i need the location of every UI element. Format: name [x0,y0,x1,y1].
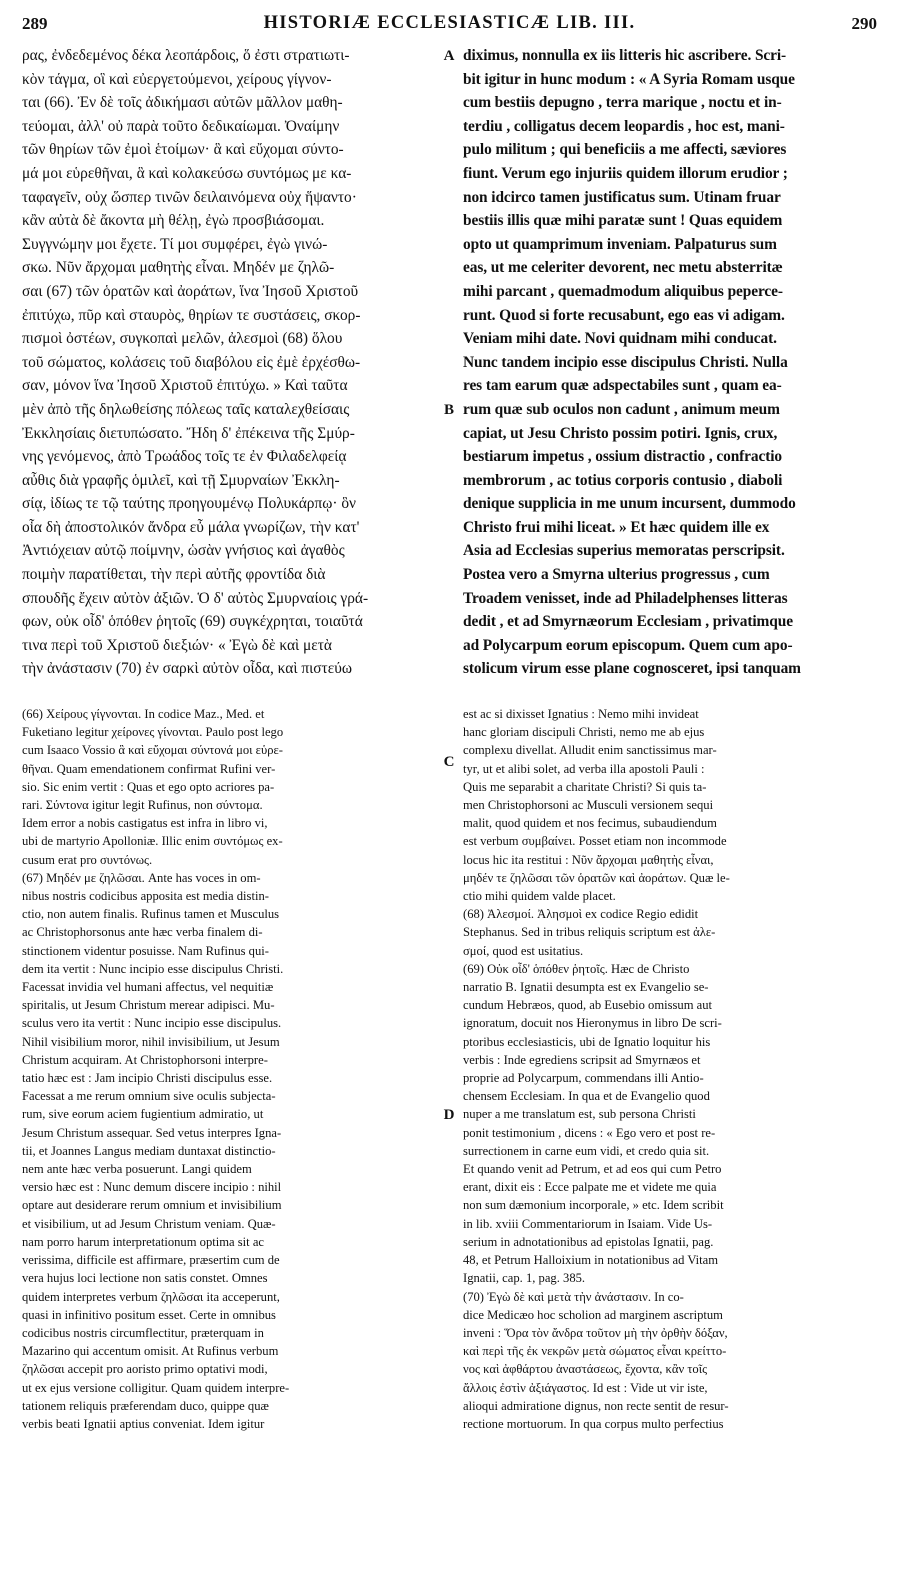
text-line: eas, ut me celeriter devorent, nec metu absterritæ [463,259,783,277]
text-line: rum quæ sub oculos non cadunt , animum meum [463,400,780,418]
latin-text-column [463,44,878,692]
text-line: dem ita vertit : Nunc incipio esse discipulus Christi. [22,961,284,976]
text-line: sculus vero ita vertit : Nunc incipio esse discipulus. [22,1016,282,1031]
text-line: Nihil visibilium moror, nihil invisibilium, ut Jesum [22,1034,280,1049]
text-line: ἐπιτύχω, πῦρ καὶ σταυρὸς, θηρίων τε συστάσεις, σκορ- [22,306,361,324]
text-line: nuper a me translatum est, sub persona Christi [463,1107,696,1122]
text-line: locus hic ita restitui : Νῦν ἄρχομαι μαθητὴς εἶναι, [463,852,714,867]
text-line: ταφαγεῖν, οὐχ ὥσπερ τινῶν δειλαινόμενα οὐχ ἥψαντο· [22,188,357,206]
text-line: θῆναι. Quam emendationem confirmat Rufini ver- [22,761,276,776]
text-line: rectione mortuorum. In qua corpus multo perfectius [463,1416,724,1431]
text-line: τὴν ἀνάστασιν (70) ἐν σαρκὶ αὐτὸν οἶδα, καὶ πιστεύω [22,660,352,678]
text-line: runt. Quod si forte recusabunt, ego eas vi adigam. [463,306,785,324]
text-line: Veniam mihi date. Novi quidnam mihi conducat. [463,330,777,348]
text-line: ut ex ejus versione colligitur. Quam quidem interpre- [22,1380,290,1395]
running-title: HISTORIÆ ECCLESIASTICÆ LIB. III. [263,13,636,33]
text-line: μὲν ἀπὸ τῆς δηλωθείσης πόλεως ταῖς καταλεχθείσαις [22,400,350,418]
text-line: σπουδῆς ἔχειν αὐτὸν ἀξιῶν. Ὁ δ' αὐτὸς Σμυρναίοις γρά- [22,589,369,607]
text-line: verissima, difficile est affirmare, præsertim cum de [22,1253,280,1268]
text-line: ptoribus ecclesiasticis, ubi de Ignatio loquitur his [463,1034,711,1049]
text-line: complexu divellat. Alludit enim sanctissimus mar- [463,743,717,758]
text-line: νος καὶ ἀφθάρτου ἀναστάσεως, ἔχοντα, κἂν τοῖς [463,1362,708,1377]
section-marker-c: C [443,754,455,770]
text-line: surrectionem in carne eum vidi, et credo quia sit. [463,1143,710,1158]
text-line: Mazarino qui accentum omisit. At Rufinus verbum [22,1344,279,1359]
text-line: malit, quod quidem et nos fecimus, subaudiendum [463,816,717,831]
text-line: μηδέν τε ζηλῶσαι τῶν ὁρατῶν καὶ ἀοράτων. Quæ le- [463,870,730,885]
text-line: sio. Sic enim vertit : Quas et ego opto acriores pa- [22,779,275,794]
text-line: cusum erat pro συντόνως. [22,852,153,867]
text-line: Συγγνώμην μοι ἔχετε. Τί μοι συμφέρει, ἐγὼ γινώ- [22,235,328,253]
text-line: et visibilium, ut ad Jesum Christum veniam. Quæ- [22,1216,276,1231]
text-line: οἷα δὴ ἀποστολικόν ἄνδρα εὖ μάλα γνωρίζων, τὴν κατ' [22,518,360,536]
text-line: Jesum Christum assequar. Sed vetus interpres Ignа- [22,1125,282,1140]
text-line: men Christophorsoni ac Musculi versionem sequi [463,798,714,813]
section-marker-a: A [443,48,455,64]
text-line: tationem reliquis præferendam duco, quippe quæ [22,1398,269,1413]
text-line: alioqui admiratione dignus, non recte sentit de resur- [463,1398,729,1413]
text-line: rum, sive eorum aciem fugientium admiratio, ut [22,1107,264,1122]
text-line: Et quando venit ad Petrum, et ad eos qui cum Petro [463,1162,722,1177]
text-line: ad Polycarpum eorum episcopum. Quem cum apo- [463,636,793,654]
text-line: ignoratum, docuit nos Hieronymus in libro De scri- [463,1016,722,1031]
text-line: quidem interpretes verbum ζηλῶσαι ita acceperunt, [22,1289,280,1304]
text-line: cum Isaaco Vossio ἃ καὶ εὔχομαι σύντονά μοι εὑρε- [22,743,283,758]
text-line: νης γενόμενος, ἀπὸ Τρωάδος τοῖς τε ἐν Φιλαδελφείᾳ [22,448,347,466]
text-line: Troadem venisset, inde ad Philadelphenses litteras [463,589,788,607]
text-line: dice Medicæo hoc scholion ad marginem ascriptum [463,1307,723,1322]
text-line: Facessat invidia vel humani affectus, vel nequitiæ [22,980,274,995]
text-line: σαι (67) τῶν ὁρατῶν καὶ ἀοράτων, ἵνα Ἰησοῦ Χριστοῦ [22,282,359,300]
text-line: Stephanus. Sed in tribus reliquis scriptum est ἀλε- [463,925,716,940]
text-line: in lib. xviii Commentariorum in Isaiam. Vide Us- [463,1216,713,1231]
text-line: τινα περὶ τοῦ Χριστοῦ διεξιών· « Ἐγὼ δὲ καὶ μετὰ [22,636,332,654]
text-line: quasi in infinitivo positum esset. Certe in omnibus [22,1307,276,1322]
text-line: spiritalis, ut Jesum Christum merear adipisci. Mu- [22,998,275,1013]
text-line: cundum Hebræos, quod, ab Eusebio omissum aut [463,998,713,1013]
text-line: Fuketiano legitur χείρονες γίνονται. Paulo post lego [22,725,284,740]
text-line: diximus, nonnulla ex iis litteris hic ascribere. Scri- [463,47,787,64]
text-line: terdiu , colligatus decem leopardis , hoc est, mani- [463,117,785,135]
text-line: nem ante hæc verba posuerunt. Langi quidem [22,1162,252,1177]
text-line: tatio hæc est : Jam incipio Christi discipulus esse. [22,1071,273,1086]
text-line: ρας, ἐνδεδεμένος δέκα λεοπάρδοις, ὅ ἐστι στρατιωτι- [22,47,350,64]
text-line: narratio B. Ignatii desumpta est ex Evangelio se- [463,980,709,995]
text-line: καὶ περὶ τῆς ἐκ νεκρῶν μετὰ σώματος εἶναι κρείττο- [463,1344,727,1359]
text-line: ctio mihi quidem valde placet. [463,889,616,904]
text-line: κὸν τάγμα, οἳ καὶ εὐεργετούμενοι, χείρους γίγνον- [22,70,332,88]
text-line: σαν, μόνον ἵνα Ἰησοῦ Χριστοῦ ἐπιτύχω. » Καὶ ταῦτα [22,377,348,395]
text-line: Asia ad Ecclesias superius memoratas perscripsit. [463,542,785,560]
text-line: chensem Ecclesiam. In qua et de Evangelio quod [463,1089,710,1104]
text-line: bestiarum impetus , ossium distractio , confractio [463,448,783,466]
text-line: tyr, ut et alibi solet, ad verba illa apostoli Pauli : [463,761,705,776]
text-line: μά μοι εὑρεθῆναι, ἃ καὶ κολακεύσω συντόμως με κα- [22,164,352,182]
text-line: ac Christophorsonus ante hæc verba finalem di- [22,925,263,940]
text-line: erant, dixit eis : Ecce palpate me et videte me quia [463,1180,717,1195]
text-line: mihi parcant , quemadmodum aliquibus pepercе- [463,282,783,300]
text-line: Christo frui mihi liceat. » Et hæc quidem ille ex [463,518,770,536]
page-header [22,10,877,40]
text-line: (69) Οὐκ οἶδ' ὁπόθεν ῥητοῖς. Hæc de Christo [463,961,690,976]
text-line: σμοί, quod est usitatius. [463,943,584,958]
text-line: stolicum virum esse plane cognosceret, ipsi tanquam [463,660,801,678]
text-line: capiat, ut Jesu Christo possim potiri. Ignis, crux, [463,424,778,442]
text-line: ctio, non autem finalis. Rufinus tamen et Musculus [22,907,280,922]
text-line: versio hæc est : Nunc demum discere incipio : nihil [22,1180,282,1195]
text-line: (68) Ἀλεσμοί. Ἀλησμοὶ ex codice Regio edidit [463,907,699,922]
text-line: verbis : Inde egrediens scripsit ad Smyrnæos et [463,1052,701,1067]
text-line: bit igitur in hunc modum : « A Syria Romam usque [463,70,795,88]
text-line: pulo militum ; qui beneficiis a me affecti, sæviores [463,141,787,159]
left-page-number: 289 [22,14,48,33]
text-line: Nunc tandem incipio esse discipulus Christi. Nulla [463,353,788,371]
text-line: Ἐκκλησίαις διετυπώσατο. Ἤδη δ' ἐπέκεινα τῆς Σμύρ- [22,424,355,442]
footnotes-left-column [22,705,434,1575]
text-line: tii, et Joannes Langus mediam duntaxat distinctio- [22,1143,276,1158]
section-marker-b: B [443,402,454,418]
text-line: dedit , et ad Smyrnæorum Ecclesiam , privatimque [463,613,793,631]
text-line: ponit testimonium , dicens : « Ego vero et post re- [463,1125,716,1140]
footnotes-right-column [463,705,878,1575]
text-line: denique supplicia in me unum incursent, dummodo [463,495,796,513]
text-line: φων, οὐκ οἶδ' ὁπόθεν ῥητοῖς (69) συγκέχρηται, τοιαῦτά [22,613,363,631]
text-line: est ac si dixisset Ignatius : Nemo mihi invideat [463,707,699,721]
text-line: non sum dæmonium incorporale, » etc. Idem scribit [463,1198,724,1213]
text-line: cum bestiis depugno , terra marique , noctu et in- [463,94,782,112]
text-line: κἂν αὐτὰ δὲ ἄκοντα μὴ θέλῃ, ἐγὼ προσβιάσομαι. [22,212,325,230]
text-line: rari. Σύντονα igitur legit Rufinus, non σύντομα. [22,798,263,813]
text-line: ται (66). Ἐν δὲ τοῖς ἀδικήμασι αὐτῶν μᾶλλον μαθη- [22,94,343,112]
text-line: res tam earum quæ adspectabiles sunt , quam ea- [463,377,782,395]
text-line: ποιμὴν παρατίθεται, τὴν περὶ αὐτῆς φροντίδα διὰ [22,566,326,584]
text-line: non idcirco tamen justificatus sum. Utinam fruar [463,188,781,206]
text-line: verbis beati Ignatii aptius conveniat. Idem igitur [22,1416,265,1431]
text-line: (67) Μηδέν με ζηλῶσαι. Ante has voces in om- [22,870,261,885]
text-line: nam porro harum interpretationum optima sit ac [22,1234,265,1249]
text-line: ζηλῶσαι accepit pro aoristo primo optativi modi, [22,1362,268,1377]
text-line: σκω. Νῦν ἄρχομαι μαθητὴς εἶναι. Μηδέν με ζηλῶ- [22,259,335,277]
text-line: Idem error a nobis castigatus est infra in libro vi, [22,816,268,831]
text-line: serium in adnotationibus ad epistolas Ignatii, pag. [463,1234,714,1249]
notes-divider [22,696,877,697]
text-line: Quis me separabit a charitate Christi? Si quis ta- [463,779,707,794]
text-line: ubi de martyrio Apolloniæ. Illic enim συντόμως ex- [22,834,283,849]
text-line: stinctionem videntur posuisse. Nam Rufinus qui- [22,943,269,958]
text-line: Postea vero a Smyrna ulterius progressus , cum [463,566,770,584]
text-line: 48, et Petrum Halloixium in notationibus ad Vitam [463,1253,719,1268]
text-line: fiunt. Verum ego injuriis quidem illorum erudior ; [463,164,788,182]
text-line: est verbum συμβαίνει. Posset etiam non incommode [463,834,727,849]
text-line: codicibus nostris circumflectitur, præterquam in [22,1325,264,1340]
text-line: inveni : Ὅρα τὸν ἄνδρα τοῦτον μὴ τὴν ὀρθὴν δόξαν, [463,1325,728,1340]
text-line: τεύομαι, ἀλλ' οὐ παρὰ τοῦτο δεδικαίωμαι. Ὀναίμην [22,117,340,135]
text-line: ἄλλοις ἐστὶν ἀξιάγαστος. Id est : Vide ut vir iste, [463,1380,708,1395]
text-line: τῶν θηρίων τῶν ἐμοὶ ἑτοίμων· ἃ καὶ εὔχομαι σύντο- [22,141,344,159]
greek-text-column [22,44,434,692]
text-line: nibus nostris codicibus apposita est media distin- [22,889,269,904]
text-line: hanc gloriam discipuli Christi, nemo me ab ejus [463,725,705,740]
text-line: membrorum , ac totius corporis contusio , diaboli [463,471,783,489]
text-line: Ἀντιόχειαν αὐτῷ ποίμνην, ὡσὰν γνήσιος καὶ ἀγαθὸς [22,542,345,560]
text-line: αὖθις διὰ γραφῆς ὁμιλεῖ, καὶ τῇ Σμυρναίων Ἐκκλη- [22,471,340,489]
text-line: τοῦ σώματος, κολάσεις τοῦ διαβόλου εἰς ἐμὲ ἐρχέσθω- [22,353,361,371]
text-line: optare aut desiderare rerum omnium et invisibilium [22,1198,282,1213]
text-line: (66) Χείρους γίγνονται. In codice Maz., Med. et [22,707,265,721]
text-line: πισμοὶ ὀστέων, συγκοπαὶ μελῶν, ἀλεσμοὶ (68) ὅλου [22,330,343,348]
section-marker-d: D [443,1107,455,1123]
text-line: Ignatii, cap. 1, pag. 385. [463,1271,586,1286]
text-line: opto ut quamprimum inveniam. Palpaturus sum [463,235,777,253]
right-page-number: 290 [851,14,877,33]
text-line: Christum acquiram. At Christophorsoni interpre- [22,1052,268,1067]
text-line: (70) Ἐγὼ δὲ καὶ μετὰ τὴν ἀνάστασιν. In co- [463,1289,684,1304]
text-line: σίᾳ, ἰδίως τε τῷ ταύτης προηγουμένῳ Πολυκάρπῳ· ὃν [22,495,356,513]
text-line: bestiis illis quæ mihi paratæ sunt ! Quas equidem [463,212,783,230]
text-line: vera hujus loci lectione non satis constet. Omnes [22,1271,268,1286]
text-line: Facessat a me rerum omnium sive oculis subjecta- [22,1089,276,1104]
text-line: proprie ad Polycarpum, commendans illi Antio- [463,1071,704,1086]
